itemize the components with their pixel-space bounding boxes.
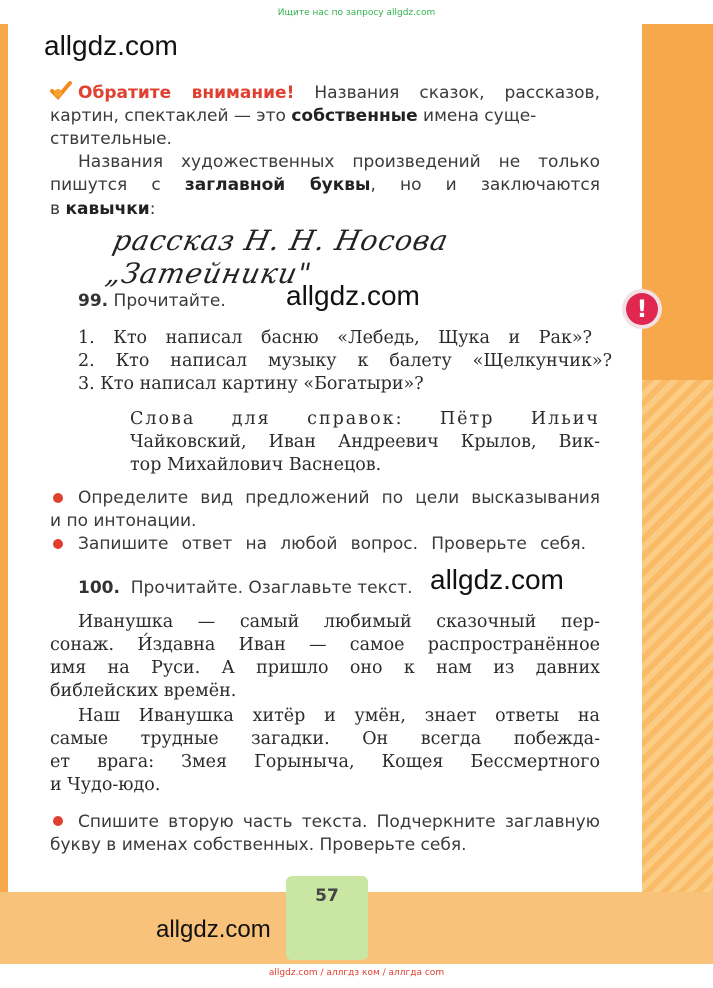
note-line-3: ствительные. (50, 129, 172, 149)
exercise-99-header (78, 290, 628, 313)
text-line-5: Наш Иванушка хитёр и умён, знает ответы на (78, 706, 600, 726)
question-2: 2. Кто написал музыку к балету «Щелкунчик»? (78, 351, 612, 371)
question-1: 1. Кто написал басню «Лебедь, Щука и Рак»? (78, 328, 592, 348)
note-heading: Обратите внимание! (78, 83, 295, 103)
question-3: 3. Кто написал картину «Богатыри»? (78, 374, 424, 394)
exercise-99-number: 99. (78, 291, 109, 311)
bottom-links[interactable]: allgdz.com / аллгдз ком / аллгда com (268, 968, 445, 978)
watermark-middle: allgdz.com (286, 280, 420, 311)
exercise-100-number: 100. (78, 578, 120, 598)
text-line-3: имя на Руси. А пришло оно к нам из давних (50, 658, 600, 678)
task-99-2: Запишите ответ на любой вопрос. Проверьте себя. (78, 534, 586, 554)
task-99-1-cont: и по интонации. (50, 511, 197, 531)
page-number: 57 (315, 886, 339, 906)
text-line-6: самые трудные загадки. Он всегда побежда- (50, 729, 600, 749)
reference-words-line-1: Слова для справок: Пётр Ильич (130, 409, 600, 429)
pencil-check-icon (50, 80, 72, 100)
bullet-icon (53, 493, 63, 503)
watermark-top: allgdz.com (44, 30, 178, 61)
top-search-link[interactable]: Ищите нас по запросу allgdz.com (277, 8, 436, 18)
exercise-99-instruction: Прочитайте. (113, 291, 226, 311)
text-line-4: библейских времён. (50, 681, 237, 701)
watermark-right: allgdz.com (430, 564, 564, 595)
bullet-icon (53, 816, 63, 826)
text-line-2: сонаж. И́здавна Иван — самое распространённое (50, 635, 600, 655)
text-line-8: и Чудо-юдо. (50, 775, 161, 795)
reference-words-line-2: Чайковский, Иван Андреевич Крылов, Вик- (130, 432, 600, 452)
exercise-100-header (78, 577, 628, 600)
text-line-1: Иванушка — самый любимый сказочный пер- (78, 612, 600, 632)
note-line-6: в кавычки: (50, 199, 156, 219)
task-100-1-cont: букву в именах собственных. Проверьте себя. (50, 835, 467, 855)
note-line-4: Названия художественных произведений не только (78, 152, 600, 172)
watermark-bottom: allgdz.com (156, 916, 271, 943)
reference-words-line-3: тор Михайлович Васнецов. (130, 455, 382, 475)
task-99-1: Определите вид предложений по цели высказывания (78, 488, 600, 508)
text-line-7: ет врага: Змея Горыныча, Кощея Бессмертного (50, 752, 600, 772)
note-line-5: пишутся с заглавной буквы, но и заключаются (50, 175, 600, 195)
note-line-1: Обратите внимание! Названия сказок, рассказов, (78, 83, 600, 103)
attention-alert-icon: ! (622, 289, 662, 329)
note-line-2: картин, спектаклей — это собственные имена суще- (50, 106, 537, 126)
exercise-100-instruction: Прочитайте. Озаглавьте текст. (130, 578, 413, 598)
handwritten-example: рассказ Н. Н. Носова „Затейники" (102, 224, 452, 290)
bullet-icon (53, 539, 63, 549)
task-100-1: Спишите вторую часть текста. Подчеркните заглавную (78, 812, 600, 832)
